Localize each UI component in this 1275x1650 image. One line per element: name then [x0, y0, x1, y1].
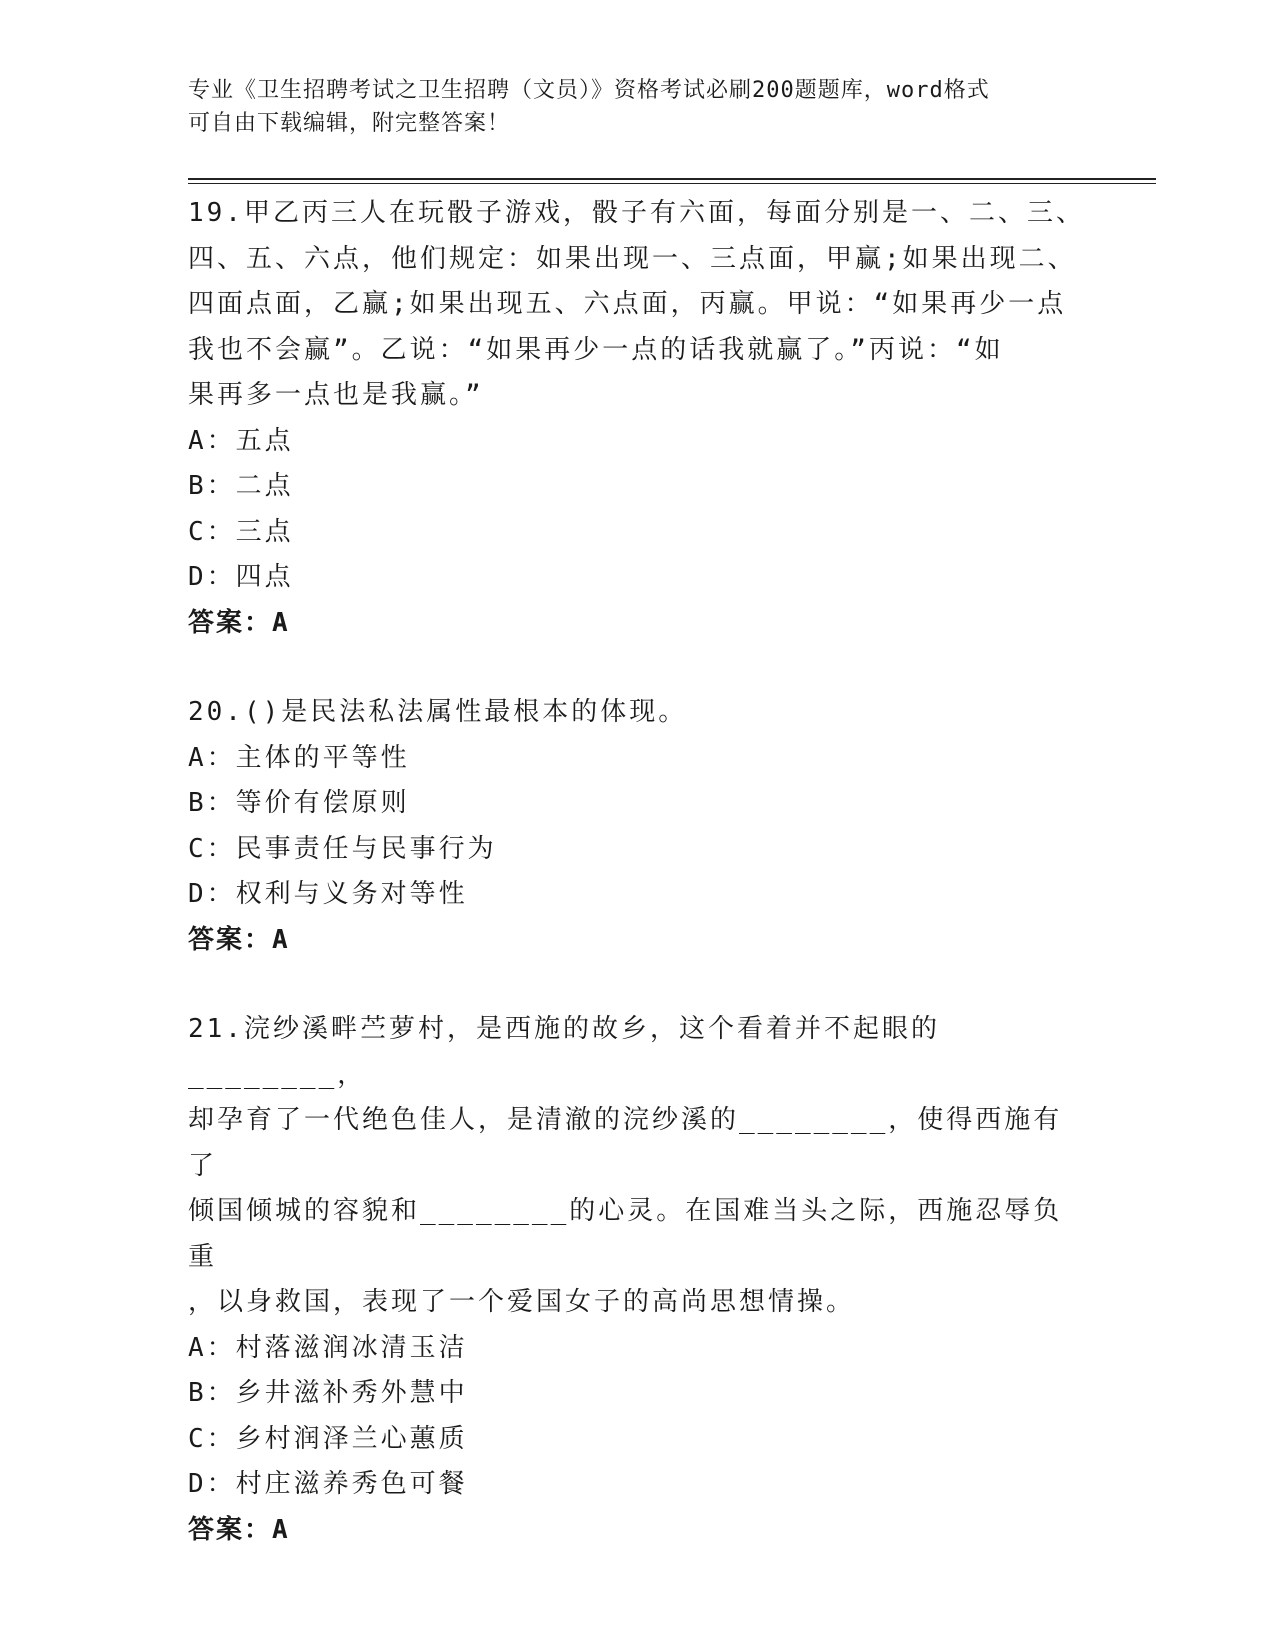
- option-c: C：民事责任与民事行为: [188, 833, 497, 864]
- question-stem-line: 倾国倾城的容貌和________的心灵。在国难当头之际，西施忍辱负重: [188, 1196, 1063, 1272]
- question-stem-line: 四面点面，乙赢;如果出现五、六点面，丙赢。甲说：“如果再少一点: [188, 289, 1067, 319]
- header-divider-thin: [188, 183, 1156, 184]
- option-d: D：四点: [188, 562, 294, 592]
- question-stem-line: 四、五、六点，他们规定：如果出现一、三点面，甲赢;如果出现二、: [188, 243, 1077, 274]
- document-header: [188, 74, 1088, 140]
- option-c: C：三点: [188, 516, 294, 547]
- question-stem-line: 19.甲乙丙三人在玩骰子游戏，骰子有六面，每面分别是一、二、三、: [188, 198, 1085, 228]
- option-b: B：乡井滋补秀外慧中: [188, 1378, 468, 1408]
- option-d: D：村庄滋养秀色可餐: [188, 1469, 468, 1499]
- option-c: C：乡村润泽兰心蕙质: [188, 1423, 468, 1454]
- answer-line: 答案：A: [188, 1514, 290, 1545]
- question-21: [188, 1007, 1088, 1553]
- option-a: A：五点: [188, 425, 294, 456]
- question-stem-line: 21.浣纱溪畔苎萝村，是西施的故乡，这个看着并不起眼的________，: [188, 1014, 940, 1090]
- question-stem-line: 果再多一点也是我赢。”: [188, 380, 484, 410]
- question-stem-line: ，以身救国，表现了一个爱国女子的高尚思想情操。: [188, 1287, 856, 1317]
- header-divider: [188, 178, 1156, 180]
- option-a: A：主体的平等性: [188, 742, 410, 773]
- answer-line: 答案：A: [188, 924, 290, 955]
- option-d: D：权利与义务对等性: [188, 879, 468, 909]
- option-b: B：二点: [188, 471, 294, 501]
- option-b: B：等价有偿原则: [188, 788, 410, 818]
- question-stem-line: 却孕育了一代绝色佳人，是清澈的浣纱溪的________，使得西施有了: [188, 1105, 1063, 1181]
- header-line-2: 可自由下载编辑，附完整答案！: [188, 111, 511, 136]
- question-list: [188, 191, 1088, 1597]
- question-stem-line: 我也不会赢”。乙说：“如果再少一点的话我就赢了。”丙说：“如: [188, 334, 1004, 365]
- option-a: A：村落滋润冰清玉洁: [188, 1332, 468, 1363]
- question-stem-line: 20.()是民法私法属性最根本的体现。: [188, 697, 688, 727]
- header-line-1: 专业《卫生招聘考试之卫生招聘（文员）》资格考试必刷200题题库，word格式: [188, 78, 990, 103]
- question-19: [188, 191, 1088, 646]
- answer-line: 答案：A: [188, 607, 290, 638]
- question-20: [188, 690, 1088, 963]
